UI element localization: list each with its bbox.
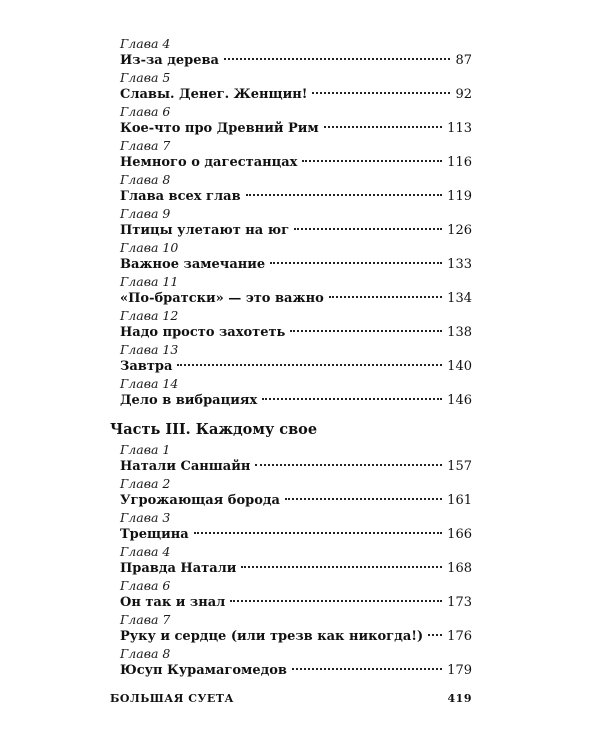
dot-leader bbox=[290, 330, 442, 332]
chapter-page-number: 161 bbox=[447, 493, 472, 508]
chapter-title: Глава всех глав bbox=[120, 189, 241, 204]
chapter-title: Птицы улетают на юг bbox=[120, 223, 290, 238]
dot-leader bbox=[329, 296, 442, 298]
toc-entry bbox=[120, 593, 472, 612]
chapter-title: Трещина bbox=[120, 527, 189, 542]
chapter-page-number: 146 bbox=[447, 393, 472, 408]
chapter-label: Глава 4 bbox=[120, 544, 171, 559]
table-of-contents bbox=[110, 36, 472, 680]
chapter-label: Глава 14 bbox=[120, 376, 179, 391]
chapter-page-number: 126 bbox=[447, 223, 472, 238]
chapter-title: Натали Саншайн bbox=[120, 459, 251, 474]
chapter-title: Важное замечание bbox=[120, 257, 266, 272]
dot-leader bbox=[230, 600, 442, 602]
dot-leader bbox=[246, 194, 443, 196]
toc-entry bbox=[120, 187, 472, 206]
chapter-page-number: 138 bbox=[447, 325, 472, 340]
toc-entry bbox=[120, 491, 472, 510]
chapter-page-number: 119 bbox=[447, 189, 472, 204]
toc-entry bbox=[120, 457, 472, 476]
dot-leader bbox=[241, 566, 442, 568]
toc-section-part2-continued bbox=[120, 36, 472, 410]
dot-leader bbox=[262, 398, 442, 400]
toc-entry bbox=[120, 391, 472, 410]
toc-entry bbox=[120, 559, 472, 578]
chapter-page-number: 92 bbox=[455, 87, 472, 102]
chapter-title: Славы. Денег. Женщин! bbox=[120, 87, 308, 102]
toc-entry bbox=[120, 661, 472, 680]
part-heading: Часть III. Каждому свое bbox=[110, 421, 318, 438]
chapter-label: Глава 8 bbox=[120, 172, 171, 187]
page-footer bbox=[110, 692, 472, 705]
chapter-label: Глава 12 bbox=[120, 308, 179, 323]
toc-entry bbox=[120, 323, 472, 342]
chapter-label: Глава 13 bbox=[120, 342, 179, 357]
toc-entry bbox=[120, 357, 472, 376]
chapter-page-number: 157 bbox=[447, 459, 472, 474]
toc-entry bbox=[120, 221, 472, 240]
dot-leader bbox=[194, 532, 442, 534]
toc-entry bbox=[120, 627, 472, 646]
chapter-title: Кое-что про Древний Рим bbox=[120, 121, 319, 136]
chapter-page-number: 176 bbox=[447, 629, 472, 644]
toc-entry bbox=[120, 525, 472, 544]
dot-leader bbox=[292, 668, 442, 670]
toc-entry bbox=[120, 51, 472, 70]
dot-leader bbox=[294, 228, 442, 230]
chapter-page-number: 168 bbox=[447, 561, 472, 576]
chapter-label: Глава 4 bbox=[120, 36, 171, 51]
chapter-title: Руку и сердце (или трезв как никогда!) bbox=[120, 629, 424, 644]
chapter-title: Надо просто захотеть bbox=[120, 325, 286, 340]
chapter-label: Глава 6 bbox=[120, 578, 171, 593]
running-title: БОЛЬШАЯ СУЕТА bbox=[110, 692, 234, 705]
chapter-page-number: 113 bbox=[447, 121, 472, 136]
dot-leader bbox=[285, 498, 442, 500]
toc-entry bbox=[120, 255, 472, 274]
toc-entry bbox=[120, 153, 472, 172]
chapter-page-number: 140 bbox=[447, 359, 472, 374]
chapter-title: Юсуп Курамагомедов bbox=[120, 663, 287, 678]
toc-entry bbox=[120, 119, 472, 138]
dot-leader bbox=[224, 58, 450, 60]
chapter-label: Глава 10 bbox=[120, 240, 179, 255]
chapter-label: Глава 9 bbox=[120, 206, 171, 221]
chapter-page-number: 134 bbox=[447, 291, 472, 306]
chapter-title: Правда Натали bbox=[120, 561, 237, 576]
chapter-title: Он так и знал bbox=[120, 595, 226, 610]
chapter-label: Глава 7 bbox=[120, 612, 171, 627]
toc-entry bbox=[120, 85, 472, 104]
chapter-title: Дело в вибрациях bbox=[120, 393, 258, 408]
chapter-page-number: 166 bbox=[447, 527, 472, 542]
dot-leader bbox=[312, 92, 450, 94]
toc-entry bbox=[120, 289, 472, 308]
chapter-label: Глава 2 bbox=[120, 476, 171, 491]
toc-section-part3 bbox=[120, 442, 472, 680]
chapter-title: Из-за дерева bbox=[120, 53, 219, 68]
chapter-label: Глава 6 bbox=[120, 104, 171, 119]
chapter-label: Глава 5 bbox=[120, 70, 171, 85]
dot-leader bbox=[428, 634, 442, 636]
dot-leader bbox=[302, 160, 442, 162]
dot-leader bbox=[177, 364, 442, 366]
chapter-label: Глава 7 bbox=[120, 138, 171, 153]
chapter-label: Глава 11 bbox=[120, 274, 179, 289]
chapter-page-number: 173 bbox=[447, 595, 472, 610]
chapter-label: Глава 1 bbox=[120, 442, 171, 457]
dot-leader bbox=[324, 126, 442, 128]
chapter-title: Завтра bbox=[120, 359, 173, 374]
chapter-page-number: 133 bbox=[447, 257, 472, 272]
chapter-label: Глава 3 bbox=[120, 510, 171, 525]
dot-leader bbox=[270, 262, 442, 264]
chapter-title: Угрожающая борода bbox=[120, 493, 280, 508]
page-number: 419 bbox=[447, 692, 472, 705]
chapter-label: Глава 8 bbox=[120, 646, 171, 661]
chapter-title: «По-братски» — это важно bbox=[120, 291, 324, 306]
chapter-page-number: 87 bbox=[455, 53, 472, 68]
chapter-page-number: 116 bbox=[447, 155, 472, 170]
dot-leader bbox=[255, 464, 442, 466]
chapter-page-number: 179 bbox=[447, 663, 472, 678]
chapter-title: Немного о дагестанцах bbox=[120, 155, 298, 170]
